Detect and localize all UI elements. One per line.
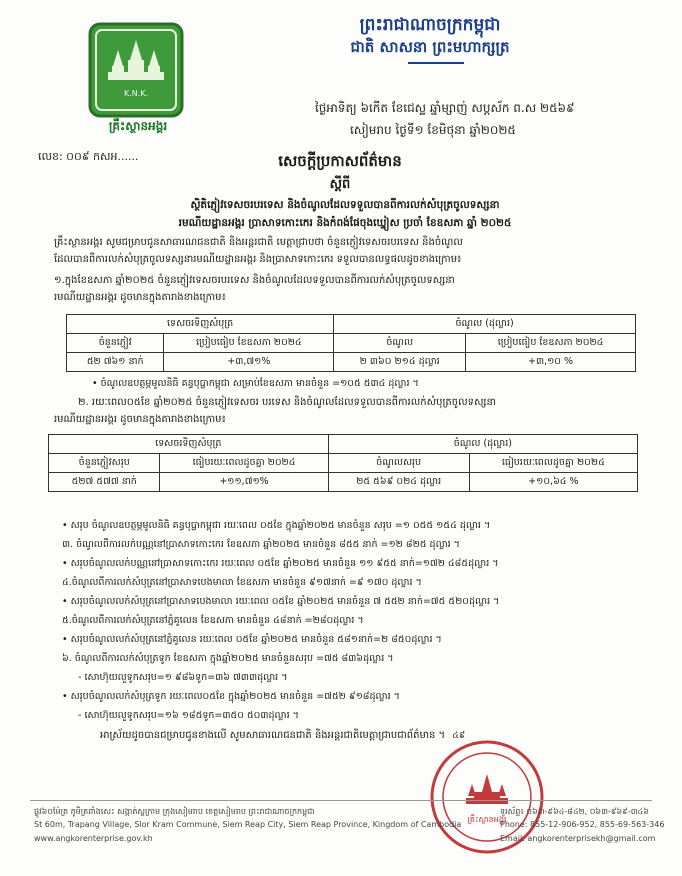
motto-divider: [408, 62, 464, 68]
list-item: • សរុបចំណូលលក់បណ្ណនៅប្រាសាទកោះកេរ រយៈពេល ០៥ខែ ឆ្នាំ២០២៥ មានចំនួន ១១ ៩៥៥ នាក់=១៧២ ៤៨៥ដុល្លារ ។: [62, 558, 499, 569]
table-row: [67, 353, 636, 372]
section-2-line-2: រមណីយដ្ឋានអង្គរ ដូចមានក្នុងតារាងខាងក្រោម៖: [54, 414, 226, 425]
document-title: សេចក្តីប្រកាសព័ត៌មាន: [278, 152, 402, 170]
footer-divider: [30, 800, 652, 801]
intro-paragraph: [54, 234, 654, 268]
table-subheader-row: [67, 334, 636, 353]
table-header-row: [67, 315, 636, 334]
org-name: គ្រឹះស្ថានអង្គរ: [108, 119, 168, 133]
section-2-line-1: ២. រយៈពេល០៥ខែ ឆ្នាំ២០២៥ ចំនួនភ្ញៀវទេសចរ បរទេស និងចំណូលដែលទទួលបានពីការលក់សំបុត្រចូលទស្សនា: [78, 397, 497, 408]
org-logo: [88, 22, 184, 118]
closing-text: អាស្រ័យដូចបានជម្រាបជូនខាងលើ សូមសាធារណជនជាតិ និងអន្តរជាតិមេត្តាជ្រាបជាព័ត៌មាន ។: [100, 730, 446, 741]
table-header-revenue: ចំណូល (ដុល្លារ): [328, 435, 637, 454]
section-1-line-2: រមណីយដ្ឋានអង្គរ ដូចមានក្នុងតារាងខាងក្រោម៖: [54, 292, 226, 303]
table-cell: +១១,៧១%: [160, 473, 328, 492]
document-subject-label: ស្តីពី: [329, 177, 351, 192]
footer-phone-en: Phone: 855-12-906-952, 855-69-563-346: [500, 820, 665, 829]
solar-date: សៀមរាប ថ្ងៃទី១ ខែមិថុនា ឆ្នាំ២០២៥: [350, 123, 516, 137]
national-motto: ជាតិ សាសនា ព្រះមហាក្សត្រ: [350, 38, 510, 56]
list-item: - សោហ៊ុយលួទូកសរុប=១៦ ១៨៥ទូក=៣៥០ ៥០៣ដុល្លារ ។: [78, 710, 299, 721]
reference-number: [38, 150, 138, 166]
list-item: ៤.ចំណូលពីការលក់សំបុត្រនៅប្រាសាទបេងមាលា ខែឧសភា មានចំនួន ៩១៧នាក់ =៩ ១៧០ ដុល្លារ ។: [62, 577, 422, 588]
table-header-revenue: ចំណូល (ដុល្លារ): [334, 315, 636, 334]
intro-line-2: ដែលបានពីការលក់សំបុត្រចូលទស្សនារមណីយដ្ឋានអង្គរ និងប្រាសាទកោះកេរ ទទួលបានលទ្ធផលដូចខាងក្រោម៖: [54, 254, 462, 265]
lunar-date: ថ្ងៃអាទិត្យ ៦កើត ខែជេស្ឋ ឆ្នាំម្សាញ់ សប្តស័ក ព.ស ២៥៦៩: [315, 101, 575, 115]
table-col-visitors: ចំនួនភ្ញៀវសរុប: [49, 454, 160, 473]
svg-text:គ្រឹះស្ថានអង្គរ: គ្រឹះស្ថានអង្គរ: [467, 815, 507, 824]
list-item: • សរុបចំណូលលក់សំបុត្រនៅភ្នំគូលេន រយៈពេល ០៥ខែ ឆ្នាំ២០២៥ មានចំនួន ៥៨១នាក់=២ ៨៥០ដុល្លារ ។: [62, 634, 442, 645]
table-col-revenue-compare: ធៀបរយៈពេលដូចគ្នា ២០២៤: [469, 454, 637, 473]
list-item: ៥.ចំណូលពីការលក់សំបុត្រនៅភ្នំគូលេន ខែឧសភា មានចំនួន ៤៨នាក់ =២៨០ដុល្លារ ។: [62, 615, 364, 626]
table-col-revenue-compare: ប្រៀបធៀប ខែឧសភា ២០២៤: [466, 334, 636, 353]
subject-lines: [40, 196, 650, 232]
table-col-visitors-compare: ធៀបរយៈពេលដូចគ្នា ២០២៤: [160, 454, 328, 473]
footer-email: Email: angkorenterprisekh@gmail.com: [500, 834, 656, 843]
reference-suffix: កសអ......: [93, 150, 139, 163]
note-fund-may: • ចំណូលឧបត្ថម្ភមូលនិធិ គន្ធបុប្ផាកម្ពុជា សម្រាប់ខែឧសភា មានចំនួន =១០៥ ៥៣៤ ដុល្លារ ។: [92, 378, 419, 389]
list-item: ៦. ចំណូលពីការលក់សំបុត្រទូក ខែឧសភា ក្នុងឆ្នាំ២០២៥ មានចំនួនសរុប =៧៥ ៨៣៦ដុល្លារ ។: [62, 653, 394, 664]
section-1-line-1: ១.ក្នុងខែឧសភា ឆ្នាំ២០២៥ ចំនួនភ្ញៀវទេសចរបរទេស និងចំណូលដែលទទួលបានពីការលក់សំបុត្រចូលទស្សនា: [54, 275, 455, 286]
list-item: • សរុបចំណូលលក់សំបុត្រនៅប្រាសាទបេងមាលា រយៈពេល ០៥ខែ ឆ្នាំ២០២៥ មានចំនួន ៧ ៥៥២ នាក់=៧៥ ៥២០ដុល្លារ ។: [62, 596, 500, 607]
table-cell: ៥២៧ ៥៧៧ នាក់: [49, 473, 160, 492]
table-col-revenue: ចំណូល: [334, 334, 466, 353]
section-1-paragraph: [54, 272, 654, 306]
reference-label: លេខ: ០០៩: [38, 150, 90, 163]
footer-website: www.angkorenterprise.gov.kh: [34, 834, 153, 843]
table-cell: ២៥ ៥៦៩ ០២៤ ដុល្លារ: [328, 473, 469, 492]
intro-line-1: គ្រឹះស្ថានអង្គរ សូមជម្រាបជូនសាធារណជនជាតិ និងអន្តរជាតិ មេត្តាជ្រាបថា ចំនួនភ្ញៀវទេសចរបរទេស និងចំណូល: [54, 237, 463, 248]
table-cell: ២ ៣៦០ ២១៤ ដុល្លារ: [334, 353, 466, 372]
table-row: [49, 473, 638, 492]
table-cell: +១០,៦៤ %: [469, 473, 637, 492]
table-col-visitors: ចំនួនភ្ញៀវ: [67, 334, 164, 353]
table-header-visitors: ទេសចរទិញសំបុត្រ: [49, 435, 329, 454]
table-cell: ៥២ ៧៦១ នាក់: [67, 353, 164, 372]
table-col-visitors-compare: ប្រៀបធៀប ខែឧសភា ២០២៤: [164, 334, 334, 353]
list-item: ៣. ចំណូលពីការលក់បណ្ណនៅប្រាសាទកោះកេរ ខែឧសភា ឆ្នាំ២០២៥ មានចំនួន ៨៥៥ នាក់ =១២ ៨២៥ ដុល្លារ ។: [62, 539, 460, 550]
kingdom-heading: ព្រះរាជាណាចក្រកម្ពុជា: [359, 15, 501, 35]
subject-line-2: រមណីយដ្ឋានអង្គរ ប្រាសាទកោះកេរ និងកំពង់ផែចុងឃ្នៀស ប្រចាំ ខែឧសភា ឆ្នាំ ២០២៥: [178, 217, 512, 229]
subject-line-1: ស្ថិតិភ្ញៀវទេសចរបរទេស និងចំណូលដែលទទួលបានពីការលក់សំបុត្រចូលទស្សនា: [190, 199, 500, 211]
five-month-stats-table: [48, 434, 638, 492]
table-header-row: [49, 435, 638, 454]
table-header-visitors: ទេសចរទិញសំបុត្រ: [67, 315, 334, 334]
section-2-paragraph: [54, 394, 678, 428]
table-cell: +៣,៧១%: [164, 353, 334, 372]
list-item: - សោហ៊ុយលួទូកសរុប=១ ៩៨៦ទូក=៣៦ ៧៣៣ដុល្លារ ។: [78, 672, 288, 683]
footer-address-en: St 60m, Trapang Village, Slor Kram Commune, Siem Reap City, Siem Reap Province, Kingdom of Cambodia: [34, 820, 462, 829]
table-col-revenue: ចំណូលសរុប: [328, 454, 469, 473]
svg-text:K.N.K.: K.N.K.: [123, 89, 149, 98]
table-cell: +៣,១០ %: [466, 353, 636, 372]
table-subheader-row: [49, 454, 638, 473]
closing-statement: [100, 728, 660, 743]
list-item: • សរុប ចំណូលឧបត្ថម្ភមូលនិធិ គន្ធបុប្ផាកម្ពុជា រយៈពេល ០៥ខែ ក្នុងឆ្នាំ២០២៥ មានចំនួន សរុប =១ ០៥៥ ១៥៤ ដុល្លារ ។: [62, 520, 491, 531]
list-item: • សរុបចំណូលលក់សំបុត្រទូក រយៈពេល០៥ខែ ក្នុងឆ្នាំ២០២៥ មានចំនួន =៧៥២ ៩១៨ដុល្លារ ។: [62, 691, 400, 702]
closing-mark: ៤៩: [452, 731, 466, 741]
footer-phone-kh: ទូរស័ព្ទ៖ ០៦៣-៩៦៤-៨៤២, ០៦៣-៩៦៩-៣៤៦: [500, 807, 649, 816]
may-stats-table: [66, 314, 636, 372]
footer-address-kh: ផ្លូវ៦០ម៉ែត្រ ភូមិត្រពាំងសេះ សង្កាត់ស្លក្រាម ក្រុងសៀមរាប ខេត្តសៀមរាប ព្រះរាជាណាចក្រកម្ពុជា: [34, 807, 315, 816]
